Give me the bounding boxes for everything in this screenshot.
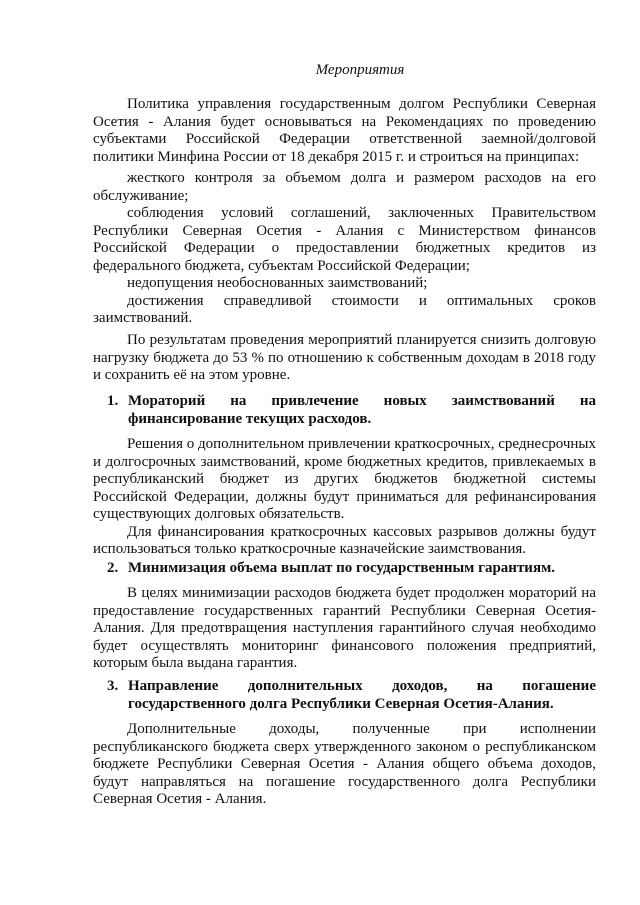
principles-list (93, 170, 596, 328)
section-2-paragraph: В целях минимизации расходов бюджета будет продолжен мораторий на предоставление государственных гарантий Республики Северная Осетия-Алания. Для предотвращения наступления гарантийного случая необходимо будет осуществлять мониторинг финансового положения предприятий, которым была выдана гарантия. (93, 585, 596, 671)
page-heading: Мероприятия (315, 62, 405, 78)
principle-item: достижения справедливой стоимости и оптимальных сроков заимствований. (93, 292, 596, 326)
section-3-number: 3. (107, 678, 119, 694)
principle-item: недопущения необоснованных заимствований; (127, 275, 428, 291)
section-1-heading (107, 393, 596, 428)
section-1-paragraph: Для финансирования краткосрочных кассовых разрывов должны будут использоваться только краткосрочные казначейские заимствования. (93, 523, 596, 557)
section-3-body (93, 721, 596, 809)
principle-item: соблюдения условий соглашений, заключенных Правительством Республики Северная Осетия - Алания с Министерством финансов Российской Федерации о предоставлении бюджетных кредитов из федерального бюджета, субъектам Российской Федерации; (93, 205, 596, 274)
section-1-paragraph: Решения о дополнительном привлечении краткосрочных, среднесрочных и долгосрочных заимствований, кроме бюджетных кредитов, привлекаемых в республиканский бюджет из других бюджетов бюджетной системы Российской Федерации, должны будут приниматься для рефинансирования существующих долговых обязательств. (93, 436, 596, 522)
intro-paragraph: Политика управления государственным долгом Республики Северная Осетия - Алания будет основываться на Рекомендациях по проведению субъектами Российской Федерации ответственной заемной/долговой политики Минфина России от 18 декабря 2015 г. и строиться на принципах: (93, 96, 596, 165)
section-3-title: Направление дополнительных доходов, на погашение государственного долга Республики Северная Осетия-Алания. (128, 678, 596, 712)
section-3-paragraph: Дополнительные доходы, полученные при исполнении республиканского бюджета сверх утвержденного законом о республиканском бюджете Республики Северная Осетия - Алания общего объема доходов, будут направляться на погашение государственного долга Республики Северная Осетия - Алания. (93, 721, 596, 807)
section-1-body (93, 436, 596, 559)
section-2-title: Минимизация объема выплат по государственным гарантиям. (128, 560, 556, 576)
section-1-title: Мораторий на привлечение новых заимствований на финансирование текущих расходов. (128, 393, 596, 427)
section-1-number: 1. (107, 393, 119, 409)
section-2-body (93, 585, 596, 673)
section-3-heading (107, 678, 596, 713)
intro-block (93, 96, 596, 166)
result-block (93, 332, 596, 385)
section-2-number: 2. (107, 560, 119, 576)
section-2-heading (107, 560, 596, 578)
principle-item: жесткого контроля за объемом долга и размером расходов на его обслуживание; (93, 170, 596, 204)
result-paragraph: По результатам проведения мероприятий планируется снизить долговую нагрузку бюджета до 53 % по отношению к собственным доходам в 2018 году и сохранить её на этом уровне. (93, 332, 596, 383)
